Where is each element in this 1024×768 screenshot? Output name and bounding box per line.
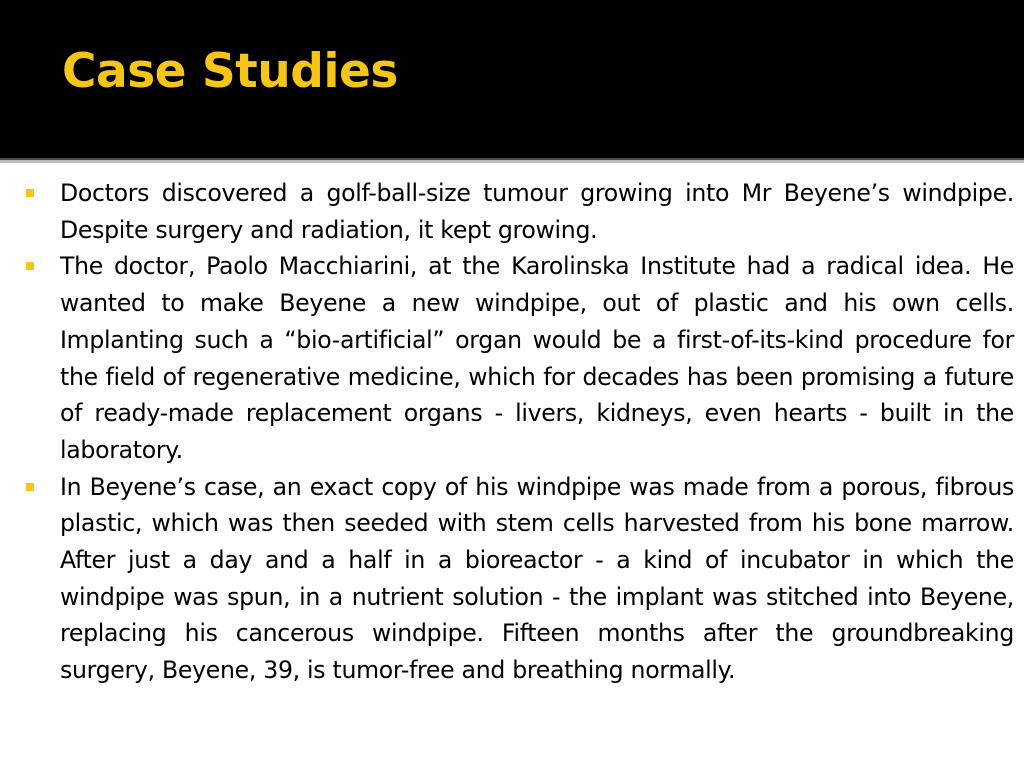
bullet-list	[24, 175, 1014, 689]
slide-title: Case Studies	[62, 44, 398, 99]
bullet-text: In Beyene’s case, an exact copy of his windpipe was made from a porous, fibrous plastic, which was then seeded with stem cells harvested from his bone marrow. After just a day and a half in a bioreactor - a kind of incubator in which the windpipe was spun, in a nutrient solution - the implant was stitched into Beyene, replacing his cancerous windpipe. Fifteen months after the groundbreaking surgery, Beyene, 39, is tumor-free and breathing normally.	[60, 472, 1014, 685]
bullet-item	[24, 175, 1014, 248]
header-divider-light	[0, 160, 1024, 163]
square-bullet-icon	[26, 483, 34, 491]
bullet-item	[24, 248, 1014, 468]
bullet-text: The doctor, Paolo Macchiarini, at the Karolinska Institute had a radical idea. He wanted to make Beyene a new windpipe, out of plastic and his own cells. Implanting such a “bio-artificial” organ would be a first-of-its-kind procedure for the field of regenerative medicine, which for decades has been promising a future of ready-made replacement organs - livers, kidneys, even hearts - built in the laboratory.	[60, 252, 1014, 464]
title-bar	[0, 0, 1024, 158]
square-bullet-icon	[26, 189, 34, 197]
bullet-text: Doctors discovered a golf-ball-size tumour growing into Mr Beyene’s windpipe. Despite surgery and radiation, it kept growing.	[60, 179, 1014, 244]
bullet-item	[24, 469, 1014, 689]
square-bullet-icon	[26, 262, 34, 270]
